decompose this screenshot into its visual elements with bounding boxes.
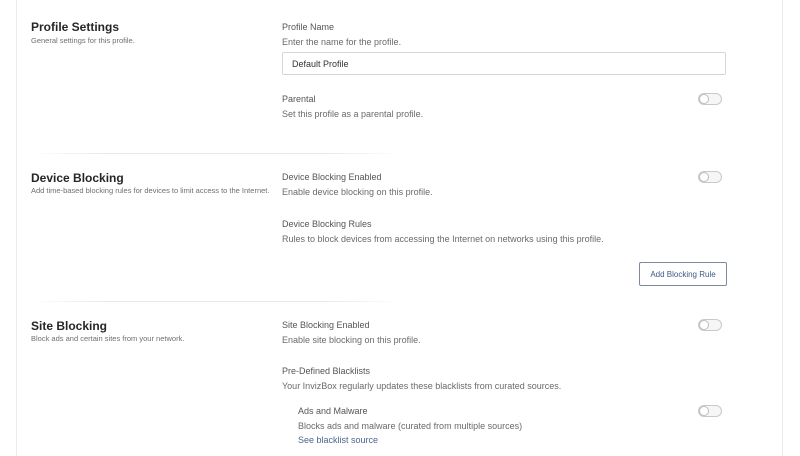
toggle-knob <box>699 94 709 104</box>
profile-settings-description: General settings for this profile. <box>31 36 135 45</box>
toggle-knob <box>699 406 709 416</box>
profile-name-input[interactable] <box>282 52 726 75</box>
device-blocking-title: Device Blocking <box>31 171 124 185</box>
add-blocking-rule-button[interactable]: Add Blocking Rule <box>639 262 727 286</box>
device-blocking-rules-label: Device Blocking Rules <box>282 219 372 229</box>
device-blocking-enabled-description: Enable device blocking on this profile. <box>282 187 433 197</box>
site-blocking-enabled-description: Enable site blocking on this profile. <box>282 335 421 345</box>
device-blocking-enabled-label: Device Blocking Enabled <box>282 172 382 182</box>
predefined-blacklists-label: Pre-Defined Blacklists <box>282 366 371 376</box>
profile-settings-title: Profile Settings <box>31 20 120 34</box>
profile-name-label: Profile Name <box>282 22 335 32</box>
blacklist-item-description: Blocks ads and malware (curated from multiple sources) <box>298 421 523 431</box>
parental-description: Set this profile as a parental profile. <box>282 109 424 119</box>
left-border <box>16 0 17 456</box>
device-blocking-rules-description: Rules to block devices from accessing the Internet on networks using this profile. <box>282 234 604 244</box>
ads-malware-toggle[interactable] <box>698 405 722 417</box>
device-blocking-toggle[interactable] <box>698 171 722 183</box>
parental-toggle[interactable] <box>698 93 722 105</box>
parental-label: Parental <box>282 94 316 104</box>
predefined-blacklists-description: Your InvizBox regularly updates these blacklists from curated sources. <box>282 381 562 391</box>
right-border <box>782 0 783 456</box>
toggle-knob <box>699 172 709 182</box>
site-blocking-toggle[interactable] <box>698 319 722 331</box>
toggle-knob <box>699 320 709 330</box>
device-blocking-description: Add time-based blocking rules for devices to limit access to the Internet. <box>31 186 270 195</box>
section-divider <box>31 153 401 154</box>
profile-name-description: Enter the name for the profile. <box>282 37 402 47</box>
site-blocking-title: Site Blocking <box>31 319 108 333</box>
site-blocking-enabled-label: Site Blocking Enabled <box>282 320 370 330</box>
section-divider <box>31 301 401 302</box>
site-blocking-description: Block ads and certain sites from your network. <box>31 334 185 343</box>
see-blacklist-source-link[interactable]: See blacklist source <box>298 435 379 445</box>
blacklist-item-name: Ads and Malware <box>298 406 368 416</box>
